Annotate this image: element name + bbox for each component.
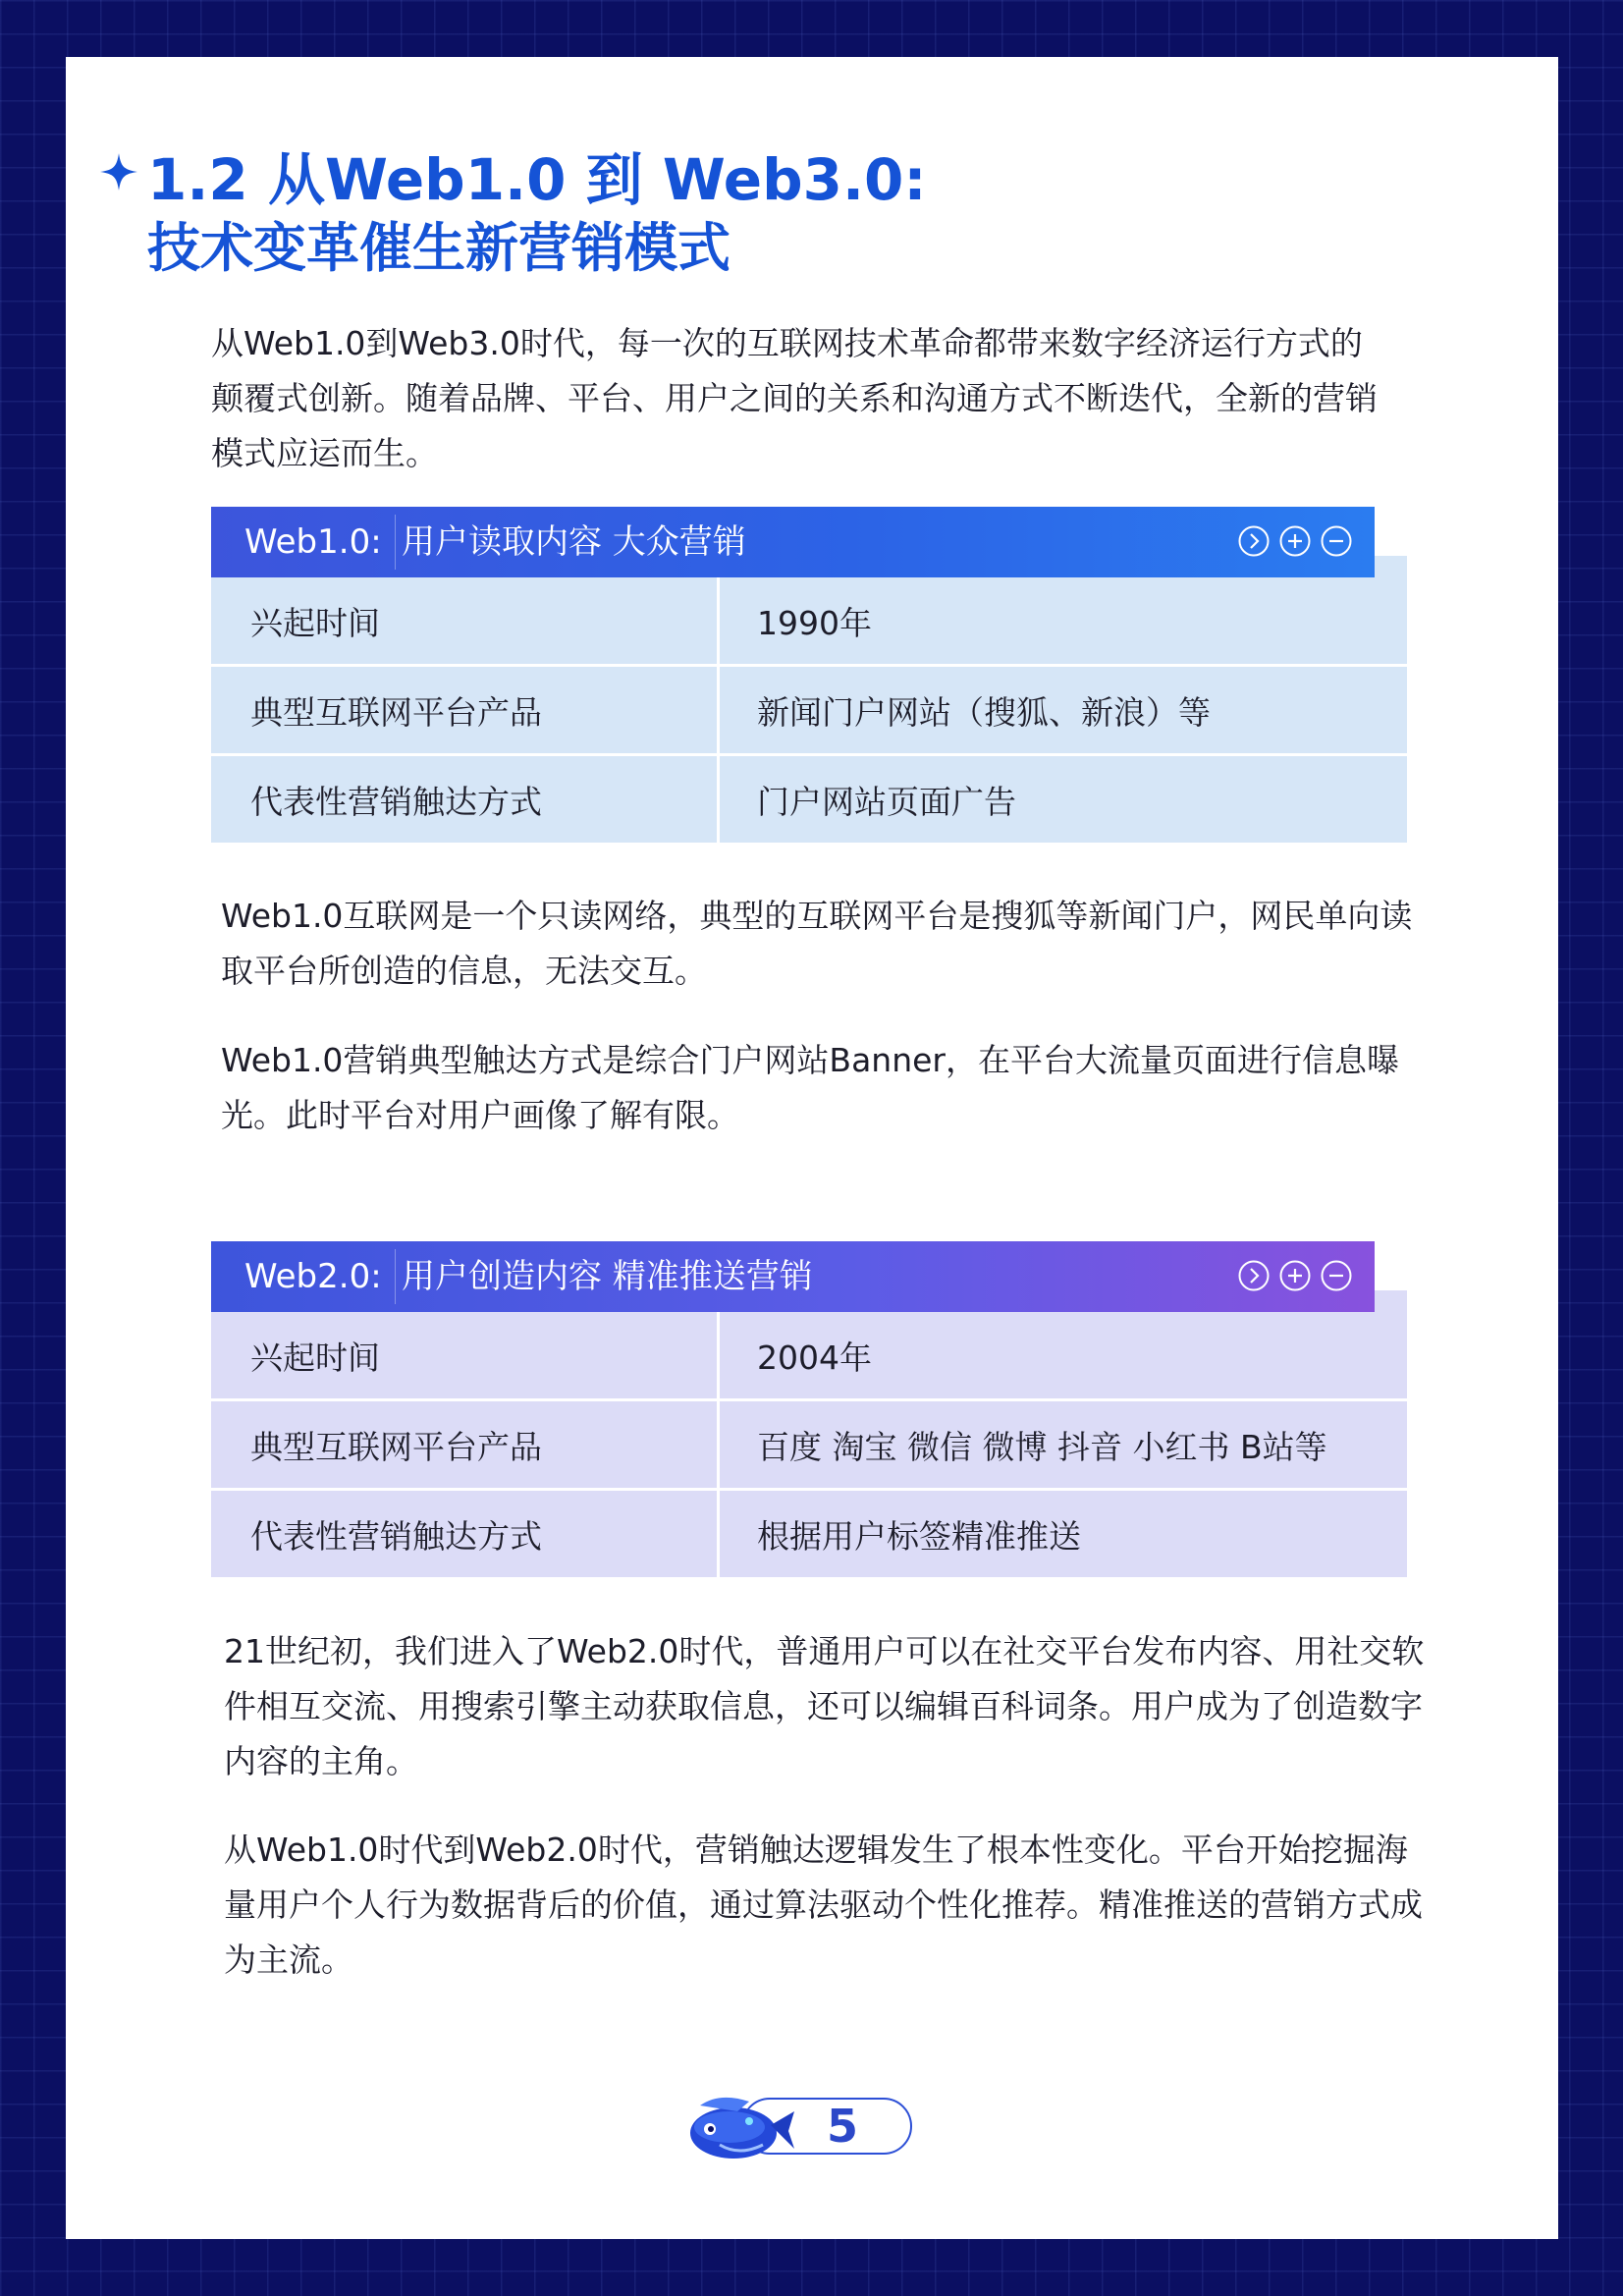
minus-circle-icon bbox=[1320, 1259, 1353, 1292]
page-number: 5 bbox=[826, 2100, 858, 2153]
table-row bbox=[211, 1312, 1407, 1398]
row-value: 门户网站页面广告 bbox=[757, 782, 1016, 821]
intro-line: 颠覆式创新。随着品牌、平台、用户之间的关系和沟通方式不断迭代，全新的营销 bbox=[211, 379, 1378, 417]
paragraph-line: 内容的主角。 bbox=[224, 1742, 418, 1780]
plus-circle-icon bbox=[1278, 1259, 1312, 1292]
web1-paragraph-1 bbox=[221, 889, 1412, 999]
web2-paragraph-1 bbox=[224, 1624, 1424, 1789]
header-divider bbox=[395, 1249, 396, 1304]
paragraph-line: 件相互交流、用搜索引擎主动获取信息，还可以编辑百科词条。用户成为了创造数字 bbox=[224, 1687, 1423, 1725]
web1-table-header bbox=[211, 507, 1375, 577]
paragraph-line: 光。此时平台对用户画像了解有限。 bbox=[221, 1096, 739, 1134]
row-value: 百度 淘宝 微信 微博 抖音 小红书 B站等 bbox=[757, 1427, 1327, 1466]
row-value: 1990年 bbox=[757, 603, 872, 642]
paragraph-line: Web1.0营销典型触达方式是综合门户网站Banner，在平台大流量页面进行信息曝 bbox=[221, 1041, 1399, 1079]
paragraph-line: 从Web1.0时代到Web2.0时代，营销触达逻辑发生了根本性变化。平台开始挖掘海 bbox=[224, 1831, 1408, 1869]
row-value: 新闻门户网站（搜狐、新浪）等 bbox=[757, 692, 1211, 732]
header-title: 用户创造内容 精准推送营销 bbox=[402, 1257, 813, 1296]
section-title bbox=[147, 145, 927, 283]
row-label: 兴起时间 bbox=[211, 1312, 720, 1398]
web1-paragraph-2 bbox=[221, 1033, 1399, 1143]
title-line-2: 技术变革催生新营销模式 bbox=[147, 217, 730, 279]
row-label: 典型互联网平台产品 bbox=[211, 1401, 720, 1488]
paragraph-line: 取平台所创造的信息，无法交互。 bbox=[221, 952, 707, 990]
row-label: 典型互联网平台产品 bbox=[211, 667, 720, 753]
web2-paragraph-2 bbox=[224, 1823, 1423, 1988]
intro-paragraph bbox=[211, 316, 1378, 481]
header-icons bbox=[1237, 1259, 1353, 1292]
sparkle-star-icon bbox=[98, 151, 139, 192]
header-title: 用户读取内容 大众营销 bbox=[402, 522, 746, 562]
row-value: 2004年 bbox=[757, 1338, 872, 1377]
table-row bbox=[211, 664, 1407, 753]
table-row bbox=[211, 1488, 1407, 1577]
header-icons bbox=[1237, 524, 1353, 558]
paragraph-line: Web1.0互联网是一个只读网络，典型的互联网平台是搜狐等新闻门户，网民单向读 bbox=[221, 897, 1413, 935]
paragraph-line: 量用户个人行为数据背后的价值，通过算法驱动个性化推荐。精准推送的营销方式成 bbox=[224, 1886, 1423, 1924]
chevron-right-circle-icon bbox=[1237, 524, 1271, 558]
row-label: 兴起时间 bbox=[211, 577, 720, 664]
plus-circle-icon bbox=[1278, 524, 1312, 558]
title-line-1: 1.2 从Web1.0 到 Web3.0: bbox=[147, 146, 927, 213]
row-label: 代表性营销触达方式 bbox=[211, 756, 720, 843]
chevron-right-circle-icon bbox=[1237, 1259, 1271, 1292]
fish-mascot-icon bbox=[680, 2086, 796, 2166]
row-value: 根据用户标签精准推送 bbox=[757, 1516, 1081, 1556]
paragraph-line: 为主流。 bbox=[224, 1941, 353, 1979]
header-divider bbox=[395, 515, 396, 570]
table-row bbox=[211, 577, 1407, 664]
intro-line: 模式应运而生。 bbox=[211, 434, 438, 472]
paragraph-line: 21世纪初，我们进入了Web2.0时代，普通用户可以在社交平台发布内容、用社交软 bbox=[224, 1632, 1425, 1670]
row-label: 代表性营销触达方式 bbox=[211, 1491, 720, 1577]
web2-table-header bbox=[211, 1241, 1375, 1312]
table-row bbox=[211, 1398, 1407, 1488]
minus-circle-icon bbox=[1320, 524, 1353, 558]
header-prefix: Web1.0: bbox=[244, 522, 382, 562]
intro-line: 从Web1.0到Web3.0时代，每一次的互联网技术革命都带来数字经济运行方式的 bbox=[211, 324, 1363, 362]
page-number-badge bbox=[680, 2080, 926, 2168]
header-prefix: Web2.0: bbox=[244, 1257, 382, 1296]
table-row bbox=[211, 753, 1407, 843]
